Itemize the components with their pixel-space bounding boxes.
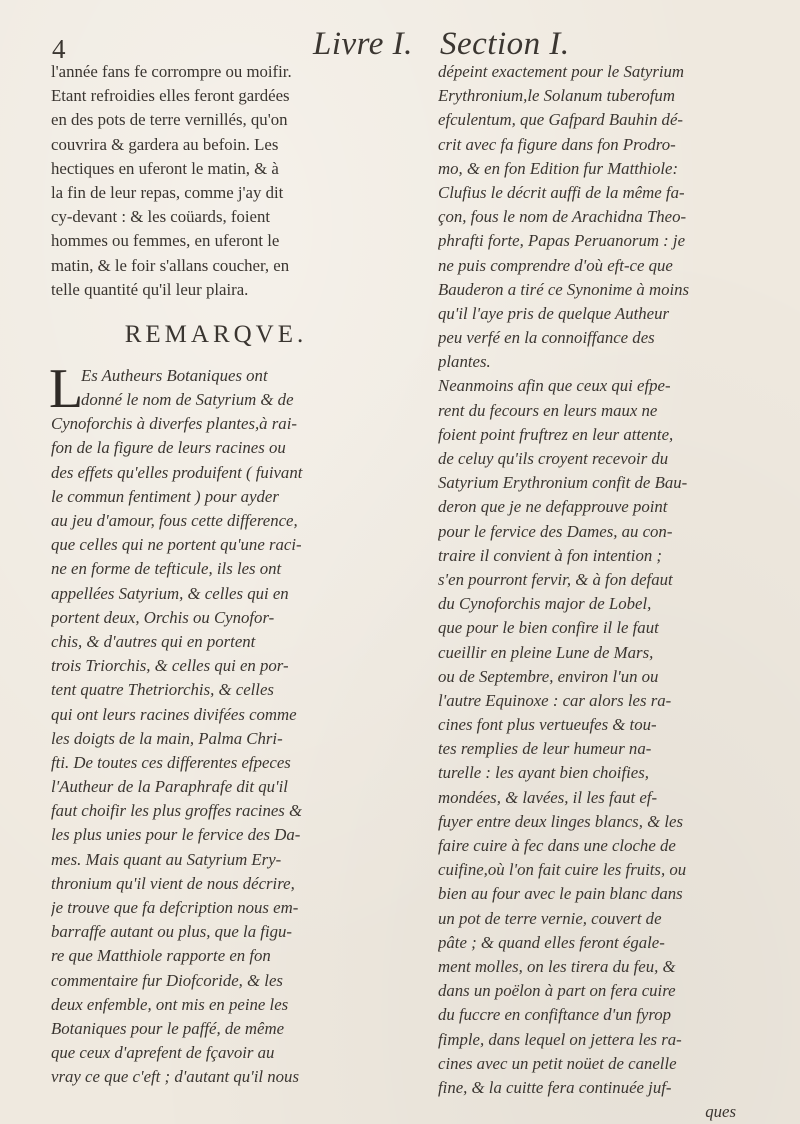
text-line: cines avec un petit noüet de canelle [438, 1053, 677, 1073]
text-line: efculentum, que Gafpard Bauhin dé- [438, 110, 683, 130]
text-line: couvrira & gardera au befoin. Les [51, 134, 279, 154]
text-line: trois Triorchis, & celles qui en por- [51, 656, 289, 676]
text-line: Erythronium,le Solanum tuberofum [438, 86, 675, 106]
text-line: ou de Septembre, environ l'un ou [438, 666, 659, 686]
text-line: thronium qu'il vient de nous décrire, [51, 873, 295, 893]
text-line: tes remplies de leur humeur na- [438, 739, 652, 759]
text-line: des effets qu'elles produifent ( fuivant [51, 462, 303, 482]
drop-cap-letter: L [49, 357, 84, 420]
text-line: plantes. [438, 352, 491, 372]
text-line: fine, & la cuitte fera continuée juf- [438, 1077, 672, 1097]
text-line: la fin de leur repas, comme j'ay dit [51, 182, 284, 202]
text-line: hommes ou femmes, en uferont le [51, 231, 280, 251]
text-line: faire cuire à fec dans une cloche de [438, 836, 676, 855]
text-line: Cynoforchis à diverfes plantes,à rai- [51, 414, 297, 434]
text-line: je trouve que fa defcription nous em- [51, 898, 299, 917]
text-line: telle quantité qu'il leur plaira. [51, 279, 249, 299]
page-number: 4 [52, 34, 66, 64]
text-line: Botaniques pour le paffé, de même [51, 1018, 285, 1038]
right-column-text [438, 60, 772, 1100]
text-line: le commun fentiment ) pour ayder [51, 486, 279, 506]
text-line: traire il convient à fon intention ; [438, 545, 663, 565]
text-line: l'autre Equinoxe : car alors les ra- [438, 690, 672, 710]
left-intro-text [51, 60, 381, 302]
text-line: mondées, & lavées, il les faut ef- [438, 787, 658, 807]
text-line: hectiques en uferont le matin, & à [51, 158, 279, 178]
text-line: pour le fervice des Dames, au con- [438, 521, 673, 541]
text-line: cuifine,où l'on fait cuire les fruits, ou [438, 860, 687, 880]
text-line: ne puis comprendre d'où eft-ce que [438, 255, 673, 275]
right-column [438, 60, 772, 1124]
text-line: qu'il l'aye pris de quelque Autheur [438, 303, 670, 323]
text-line: faut choifir les plus groffes racines & [51, 801, 303, 821]
text-line: matin, & le foir s'allans coucher, en [51, 255, 290, 275]
text-line: un pot de terre vernie, couvert de [438, 908, 662, 928]
text-line: Clufius le décrit auffi de la même fa- [438, 182, 685, 202]
text-line: fuyer entre deux linges blancs, & les [438, 811, 683, 831]
text-line: Etant refroidies elles feront gardées [51, 86, 290, 106]
text-line: l'année fans fe corrompre ou moifir. [51, 62, 292, 81]
text-line: rent du fecours en leurs maux ne [438, 400, 658, 420]
left-remarque-text [51, 412, 381, 1089]
running-head-section: Section I. [440, 26, 570, 62]
text-line: que ceux d'aprefent de fçavoir au [51, 1043, 275, 1063]
dropcap-paragraph [49, 357, 381, 420]
text-line: au jeu d'amour, fous cette difference, [51, 511, 298, 530]
dropcap-lines [81, 364, 381, 412]
text-line: s'en pourront fervir, & à fon defaut [438, 569, 673, 589]
text-line: du fuccre en confiftance d'un fyrop [438, 1005, 672, 1025]
text-line: Neanmoins afin que ceux qui efpe- [438, 376, 671, 396]
text-line: tent quatre Thetriorchis, & celles [51, 680, 274, 700]
text-line: donné le nom de Satyrium & de [81, 390, 294, 410]
text-line: fimple, dans lequel on jettera les ra- [438, 1029, 682, 1049]
page-header [0, 14, 800, 64]
text-line: Es Autheurs Botaniques ont [81, 365, 268, 385]
text-line: Satyrium Erythronium confit de Bau- [438, 473, 688, 493]
text-line: dans un poëlon à part on fera cuire [438, 981, 676, 1001]
running-head-book: Livre I. [313, 26, 413, 62]
text-line: foient point fruftrez en leur attente, [438, 424, 674, 444]
left-column [51, 60, 381, 1090]
text-line: en des pots de terre vernillés, qu'on [51, 110, 288, 130]
text-line: portent deux, Orchis ou Cynofor- [51, 607, 275, 627]
text-line: peu verfé en la connoiffance des [438, 328, 655, 348]
text-line: fon de la figure de leurs racines ou [51, 438, 286, 458]
text-line: du Cynoforchis major de Lobel, [438, 594, 652, 614]
text-line: ment molles, on les tirera du feu, & [438, 956, 676, 976]
text-line: chis, & d'autres qui en portent [51, 631, 256, 651]
text-line: pâte ; & quand elles feront égale- [438, 932, 665, 952]
text-line: les plus unies pour le fervice des Da- [51, 825, 301, 845]
text-line: re que Matthiole rapporte en fon [51, 946, 271, 966]
text-line: que pour le bien confire il le faut [438, 618, 659, 638]
text-line: de celuy qu'ils croyent recevoir du [438, 449, 669, 468]
catchword: ques [705, 1102, 736, 1122]
text-line: fti. De toutes ces differentes efpeces [51, 752, 291, 772]
text-line: commentaire fur Diofcoride, & les [51, 970, 283, 990]
text-line: bien au four avec le pain blanc dans [438, 884, 683, 904]
text-line: mo, & en fon Edition fur Matthiole: [438, 158, 679, 178]
text-line: deron que je ne defapprouve point [438, 497, 668, 517]
text-line: phrafti forte, Papas Peruanorum : je [438, 231, 686, 251]
text-line: dépeint exactement pour le Satyrium [438, 62, 685, 81]
text-line: cy-devant : & les coüards, foient [51, 207, 271, 227]
text-line: vray ce que c'eft ; d'autant qu'il nous [51, 1067, 299, 1087]
text-line: turelle : les ayant bien choifies, [438, 763, 649, 783]
text-line: cines font plus vertueufes & tou- [438, 715, 657, 735]
text-line: mes. Mais quant au Satyrium Ery- [51, 849, 282, 869]
text-line: barraffe autant ou plus, que la figu- [51, 922, 292, 942]
text-line: appellées Satyrium, & celles qui en [51, 583, 289, 603]
text-line: qui ont leurs racines divifées comme [51, 704, 297, 724]
text-line: les doigts de la main, Palma Chri- [51, 728, 283, 748]
text-line: ne en forme de tefticule, ils les ont [51, 559, 282, 579]
text-line: deux enfemble, ont mis en peine les [51, 994, 289, 1014]
text-line: çon, fous le nom de Arachidna Theo- [438, 207, 687, 227]
remarque-heading: REMARQVE. [124, 320, 308, 348]
text-line: que celles qui ne portent qu'une raci- [51, 535, 302, 555]
text-line: Bauderon a tiré ce Synonime à moins [438, 279, 690, 299]
text-line: cueillir en pleine Lune de Mars, [438, 642, 654, 662]
text-line: crit avec fa figure dans fon Prodro- [438, 134, 676, 154]
text-line: l'Autheur de la Paraphrafe dit qu'il [51, 777, 288, 797]
